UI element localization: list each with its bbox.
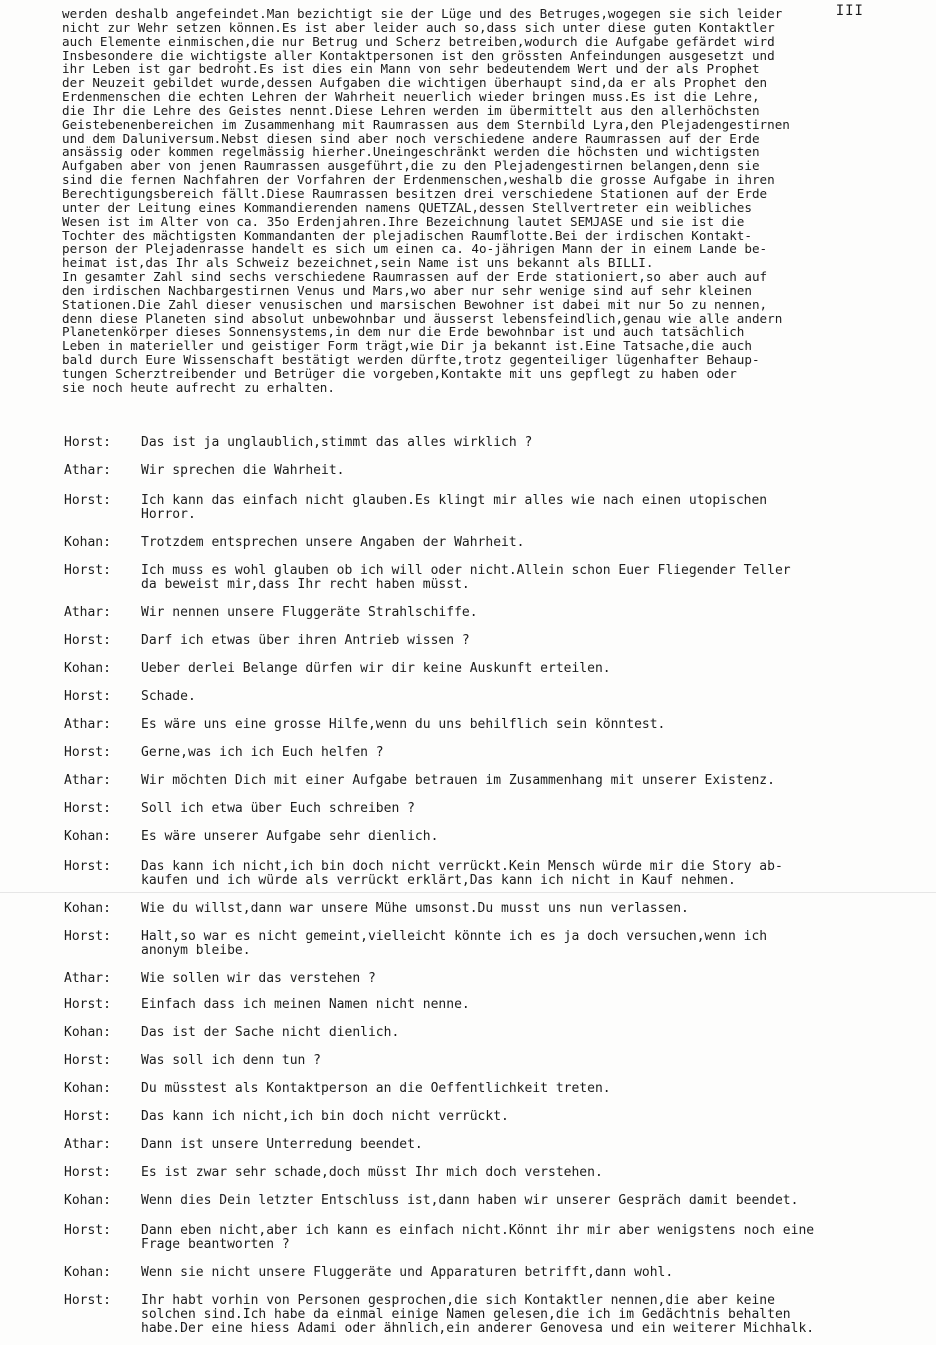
utterance-line: solchen sind.Ich habe da einmal einige Namen gelesen,die ich im Gedächtnis behalten xyxy=(141,1307,791,1322)
utterance xyxy=(141,1294,884,1336)
utterance-line: anonym bleibe. xyxy=(141,943,251,958)
utterance-line: Wie du willst,dann war unsere Mühe umsonst.Du musst uns nun verlassen. xyxy=(141,901,689,916)
utterance xyxy=(141,536,884,550)
intro-line: und dem Daluniversum.Nebst diesen sind aber noch verschiedene andere Raumrassen auf der Erde xyxy=(62,130,760,146)
dialogue-turn xyxy=(64,1026,884,1040)
utterance xyxy=(141,1110,884,1124)
utterance xyxy=(141,464,884,478)
dialogue-turn xyxy=(64,1266,884,1280)
dialogue-turn xyxy=(64,746,884,760)
utterance xyxy=(141,634,884,648)
dialogue-turn xyxy=(64,690,884,704)
dialogue-turn xyxy=(64,1294,884,1336)
intro-line: Berechtigungsbereich fällt.Diese Raumrassen besitzen drei verschiedene Stationen auf der Erde xyxy=(62,185,768,201)
utterance xyxy=(141,802,884,816)
utterance-line: Das ist ja unglaublich,stimmt das alles wirklich ? xyxy=(141,435,533,450)
intro-line: auch Elemente einmischen,die nur Betrug und Scherz betreiben,wodurch die Aufgabe gefärdet wird xyxy=(62,33,775,49)
intro-line: nicht zur Wehr setzen können.Es ist aber leider auch so,dass sich unter diese guten Kontaktler xyxy=(62,19,775,35)
utterance-line: habe.Der eine hiess Adami oder ähnlich,ein anderer Genovesa und ein weiterer Michhalk. xyxy=(141,1321,815,1336)
dialogue-turn xyxy=(64,1166,884,1180)
utterance-line: Schade. xyxy=(141,689,196,704)
dialogue-turn xyxy=(64,860,884,888)
dialogue-turn xyxy=(64,1194,884,1208)
utterance xyxy=(141,494,884,522)
utterance-line: Ich muss es wohl glauben ob ich will oder nicht.Allein schon Euer Fliegender Teller xyxy=(141,563,791,578)
intro-line: Leben in materieller und geistiger Form trägt,wie Dir ja bekannt ist.Eine Tatsache,die auch xyxy=(62,338,752,354)
utterance-line: Was soll ich denn tun ? xyxy=(141,1053,322,1068)
utterance xyxy=(141,902,884,916)
intro-line: unter der Leitung eines Kommandierenden namens QUETZAL,dessen Stellvertreter ein weibliches xyxy=(62,199,752,215)
utterance-line: Horror. xyxy=(141,507,196,522)
speaker-name: Kohan: xyxy=(64,829,111,844)
utterance-line: da beweist mir,dass Ihr recht haben müsst. xyxy=(141,577,470,592)
utterance xyxy=(141,1082,884,1096)
intro-line: Insbesondere die wichtigste aller Kontaktpersonen ist den grössten Anfeindungen ausgesetzt und xyxy=(62,47,775,63)
speaker-name: Horst: xyxy=(64,435,111,450)
speaker-name: Horst: xyxy=(64,1223,111,1238)
intro-paragraph xyxy=(62,7,872,395)
dialogue-turn xyxy=(64,1054,884,1068)
utterance-line: Dann ist unsere Unterredung beendet. xyxy=(141,1137,423,1152)
intro-line: der Neuzeit gebildet wurde,dessen Aufgaben die wichtigen überhaupt sind,da er als Prophet den xyxy=(62,75,768,91)
utterance-line: Ueber derlei Belange dürfen wir dir keine Auskunft erteilen. xyxy=(141,661,611,676)
utterance-line: Es ist zwar sehr schade,doch müsst Ihr mich doch verstehen. xyxy=(141,1165,603,1180)
utterance xyxy=(141,998,884,1012)
utterance xyxy=(141,1166,884,1180)
utterance-line: Ihr habt vorhin von Personen gesprochen,die sich Kontaktler nennen,die aber keine xyxy=(141,1293,775,1308)
intro-line: ihr Leben ist gar bedroht.Es ist dies ein Mann von sehr bedeutendem Wert und der als Prophet xyxy=(62,61,760,77)
utterance xyxy=(141,830,884,844)
utterance-line: Wir sprechen die Wahrheit. xyxy=(141,463,345,478)
speaker-name: Horst: xyxy=(64,1109,111,1124)
dialogue-turn xyxy=(64,1082,884,1096)
utterance-line: Es wäre unserer Aufgabe sehr dienlich. xyxy=(141,829,439,844)
dialogue-turn xyxy=(64,1138,884,1152)
utterance-line: Wir möchten Dich mit einer Aufgabe betrauen im Zusammenhang mit unserer Existenz. xyxy=(141,773,775,788)
intro-line: werden deshalb angefeindet.Man bezichtigt sie der Lüge und des Betruges,wogegen sie sich leider xyxy=(62,6,783,21)
intro-line: den irdischen Nachbargestirnen Venus und Mars,wo aber nur sehr wenige sind auf sehr kleinen xyxy=(62,282,752,298)
speaker-name: Athar: xyxy=(64,1137,111,1152)
utterance xyxy=(141,1026,884,1040)
intro-line: denn diese Planeten sind absolut unbewohnbar und äusserst lebensfeindlich,genau wie alle andern xyxy=(62,310,783,326)
speaker-name: Kohan: xyxy=(64,535,111,550)
dialogue-turn xyxy=(64,802,884,816)
speaker-name: Athar: xyxy=(64,463,111,478)
intro-line: Planetenkörper dieses Sonnensystems,in dem nur die Erde bewohnbar ist und auch tatsächlich xyxy=(62,324,745,340)
utterance-line: Es wäre uns eine grosse Hilfe,wenn du uns behilflich sein könntest. xyxy=(141,717,666,732)
dialogue-turn xyxy=(64,830,884,844)
utterance-line: Das kann ich nicht,ich bin doch nicht verrückt.Kein Mensch würde mir die Story ab- xyxy=(141,859,783,874)
speaker-name: Kohan: xyxy=(64,1025,111,1040)
dialogue-turn xyxy=(64,536,884,550)
speaker-name: Kohan: xyxy=(64,1193,111,1208)
utterance xyxy=(141,718,884,732)
speaker-name: Kohan: xyxy=(64,661,111,676)
speaker-name: Horst: xyxy=(64,1165,111,1180)
dialogue-turn xyxy=(64,1224,884,1252)
utterance-line: Halt,so war es nicht gemeint,vielleicht könnte ich es ja doch versuchen,wenn ich xyxy=(141,929,768,944)
utterance xyxy=(141,746,884,760)
utterance-line: Das kann ich nicht,ich bin doch nicht verrückt. xyxy=(141,1109,509,1124)
utterance xyxy=(141,1194,884,1208)
intro-line: sie noch heute aufrecht zu erhalten. xyxy=(62,379,335,395)
speaker-name: Athar: xyxy=(64,773,111,788)
utterance-line: Wir nennen unsere Fluggeräte Strahlschiffe. xyxy=(141,605,478,620)
speaker-name: Athar: xyxy=(64,717,111,732)
dialogue-turn xyxy=(64,606,884,620)
intro-line: In gesamter Zahl sind sechs verschiedene Raumrassen auf der Erde stationiert,so aber auch auf xyxy=(62,269,768,285)
dialogue-turn xyxy=(64,634,884,648)
dialogue-turn xyxy=(64,774,884,788)
utterance xyxy=(141,1224,884,1252)
utterance-line: Wenn sie nicht unsere Fluggeräte und Apparaturen betrifft,dann wohl. xyxy=(141,1265,674,1280)
utterance xyxy=(141,860,884,888)
utterance-line: Wenn dies Dein letzter Entschluss ist,dann haben wir unserer Gespräch damit beendet. xyxy=(141,1193,799,1208)
intro-line: person der Plejadenrasse handelt es sich um einen ca. 4o-jährigen Mann der in einem Lande be- xyxy=(62,241,768,257)
utterance-line: Darf ich etwas über ihren Antrieb wissen ? xyxy=(141,633,470,648)
intro-line: Wesen ist im Alter von ca. 35o Erdenjahren.Ihre Bezeichnung lautet SEMJASE und sie ist die xyxy=(62,213,745,229)
dialogue-turn xyxy=(64,564,884,592)
speaker-name: Horst: xyxy=(64,1053,111,1068)
dialogue-turn xyxy=(64,662,884,676)
speaker-name: Kohan: xyxy=(64,1081,111,1096)
utterance-line: Frage beantworten ? xyxy=(141,1237,290,1252)
dialogue-turn xyxy=(64,930,884,958)
utterance xyxy=(141,690,884,704)
utterance-line: Trotzdem entsprechen unsere Angaben der Wahrheit. xyxy=(141,535,525,550)
speaker-name: Horst: xyxy=(64,745,111,760)
utterance-line: Wie sollen wir das verstehen ? xyxy=(141,971,376,986)
utterance xyxy=(141,606,884,620)
intro-line: Stationen.Die Zahl dieser venusischen und marsischen Bewohner ist dabei mit nur 5o zu nennen, xyxy=(62,296,768,312)
dialogue-turn xyxy=(64,494,884,522)
speaker-name: Horst: xyxy=(64,563,111,578)
speaker-name: Horst: xyxy=(64,929,111,944)
intro-line: Erdenmenschen die echten Lehren der Wahrheit neuerlich wieder bringen muss.Es ist die Lehre, xyxy=(62,89,760,105)
utterance xyxy=(141,1266,884,1280)
speaker-name: Kohan: xyxy=(64,901,111,916)
utterance-line: Dann eben nicht,aber ich kann es einfach nicht.Könnt ihr mir aber wenigstens noch eine xyxy=(141,1223,815,1238)
dialogue-turn xyxy=(64,998,884,1012)
utterance-line: kaufen und ich würde als verrückt erklärt,Das kann ich nicht in Kauf nehmen. xyxy=(141,873,736,888)
utterance-line: Das ist der Sache nicht dienlich. xyxy=(141,1025,400,1040)
speaker-name: Horst: xyxy=(64,859,111,874)
intro-line: ansässig oder kommen regelmässig hierher.Uneingeschränkt werden die höchsten und wichtigsten xyxy=(62,144,760,160)
utterance xyxy=(141,972,884,986)
intro-line: Tochter des mächtigsten Kommandanten der plejadischen Raumflotte.Bei der irdischen Kontakt- xyxy=(62,227,752,243)
utterance xyxy=(141,774,884,788)
utterance-line: Einfach dass ich meinen Namen nicht nenne. xyxy=(141,997,470,1012)
utterance xyxy=(141,662,884,676)
speaker-name: Horst: xyxy=(64,633,111,648)
dialogue-turn xyxy=(64,718,884,732)
page-number: III xyxy=(835,3,864,19)
utterance xyxy=(141,1138,884,1152)
dialogue-turn xyxy=(64,464,884,478)
utterance xyxy=(141,564,884,592)
utterance xyxy=(141,1054,884,1068)
speaker-name: Horst: xyxy=(64,801,111,816)
speaker-name: Athar: xyxy=(64,605,111,620)
speaker-name: Horst: xyxy=(64,1293,111,1308)
intro-line: heimat ist,das Ihr als Schweiz bezeichnet,sein Name ist uns bekannt als BILLI. xyxy=(62,255,654,271)
utterance-line: Soll ich etwa über Euch schreiben ? xyxy=(141,801,415,816)
intro-line: sind die fernen Nachfahren der Vorfahren der Erdenmenschen,weshalb die grosse Aufgabe in ihren xyxy=(62,172,775,188)
utterance xyxy=(141,436,884,450)
speaker-name: Kohan: xyxy=(64,1265,111,1280)
utterance-line: Ich kann das einfach nicht glauben.Es klingt mir alles wie nach einen utopischen xyxy=(141,493,768,508)
dialogue-turn xyxy=(64,436,884,450)
dialogue-turn xyxy=(64,972,884,986)
paper-fold-line xyxy=(0,892,936,893)
dialogue-turn xyxy=(64,902,884,916)
intro-line: bald durch Eure Wissenschaft bestätigt werden dürfte,trotz gegenteiliger lügenhafter Behaup- xyxy=(62,352,760,368)
speaker-name: Athar: xyxy=(64,971,111,986)
speaker-name: Horst: xyxy=(64,689,111,704)
speaker-name: Horst: xyxy=(64,493,111,508)
intro-line: Geistebenenbereichen im Zusammenhang mit Raumrassen aus dem Sternbild Lyra,den Plejadengestirnen xyxy=(62,116,790,132)
utterance xyxy=(141,930,884,958)
speaker-name: Horst: xyxy=(64,997,111,1012)
intro-line: tungen Scherztreibender und Betrüger die vorgeben,Kontakte mit uns gepflegt zu haben oder xyxy=(62,365,737,381)
utterance-line: Gerne,was ich ich Euch helfen ? xyxy=(141,745,384,760)
utterance-line: Du müsstest als Kontaktperson an die Oeffentlichkeit treten. xyxy=(141,1081,611,1096)
dialogue-turn xyxy=(64,1110,884,1124)
intro-line: Aufgaben aber von jenen Raumrassen ausgeführt,die zu den Plejadengestirnen belangen,denn sie xyxy=(62,158,760,174)
intro-line: die Ihr die Lehre des Geistes nennt.Diese Lehren werden im übermittelt aus den allerhöchsten xyxy=(62,102,760,118)
